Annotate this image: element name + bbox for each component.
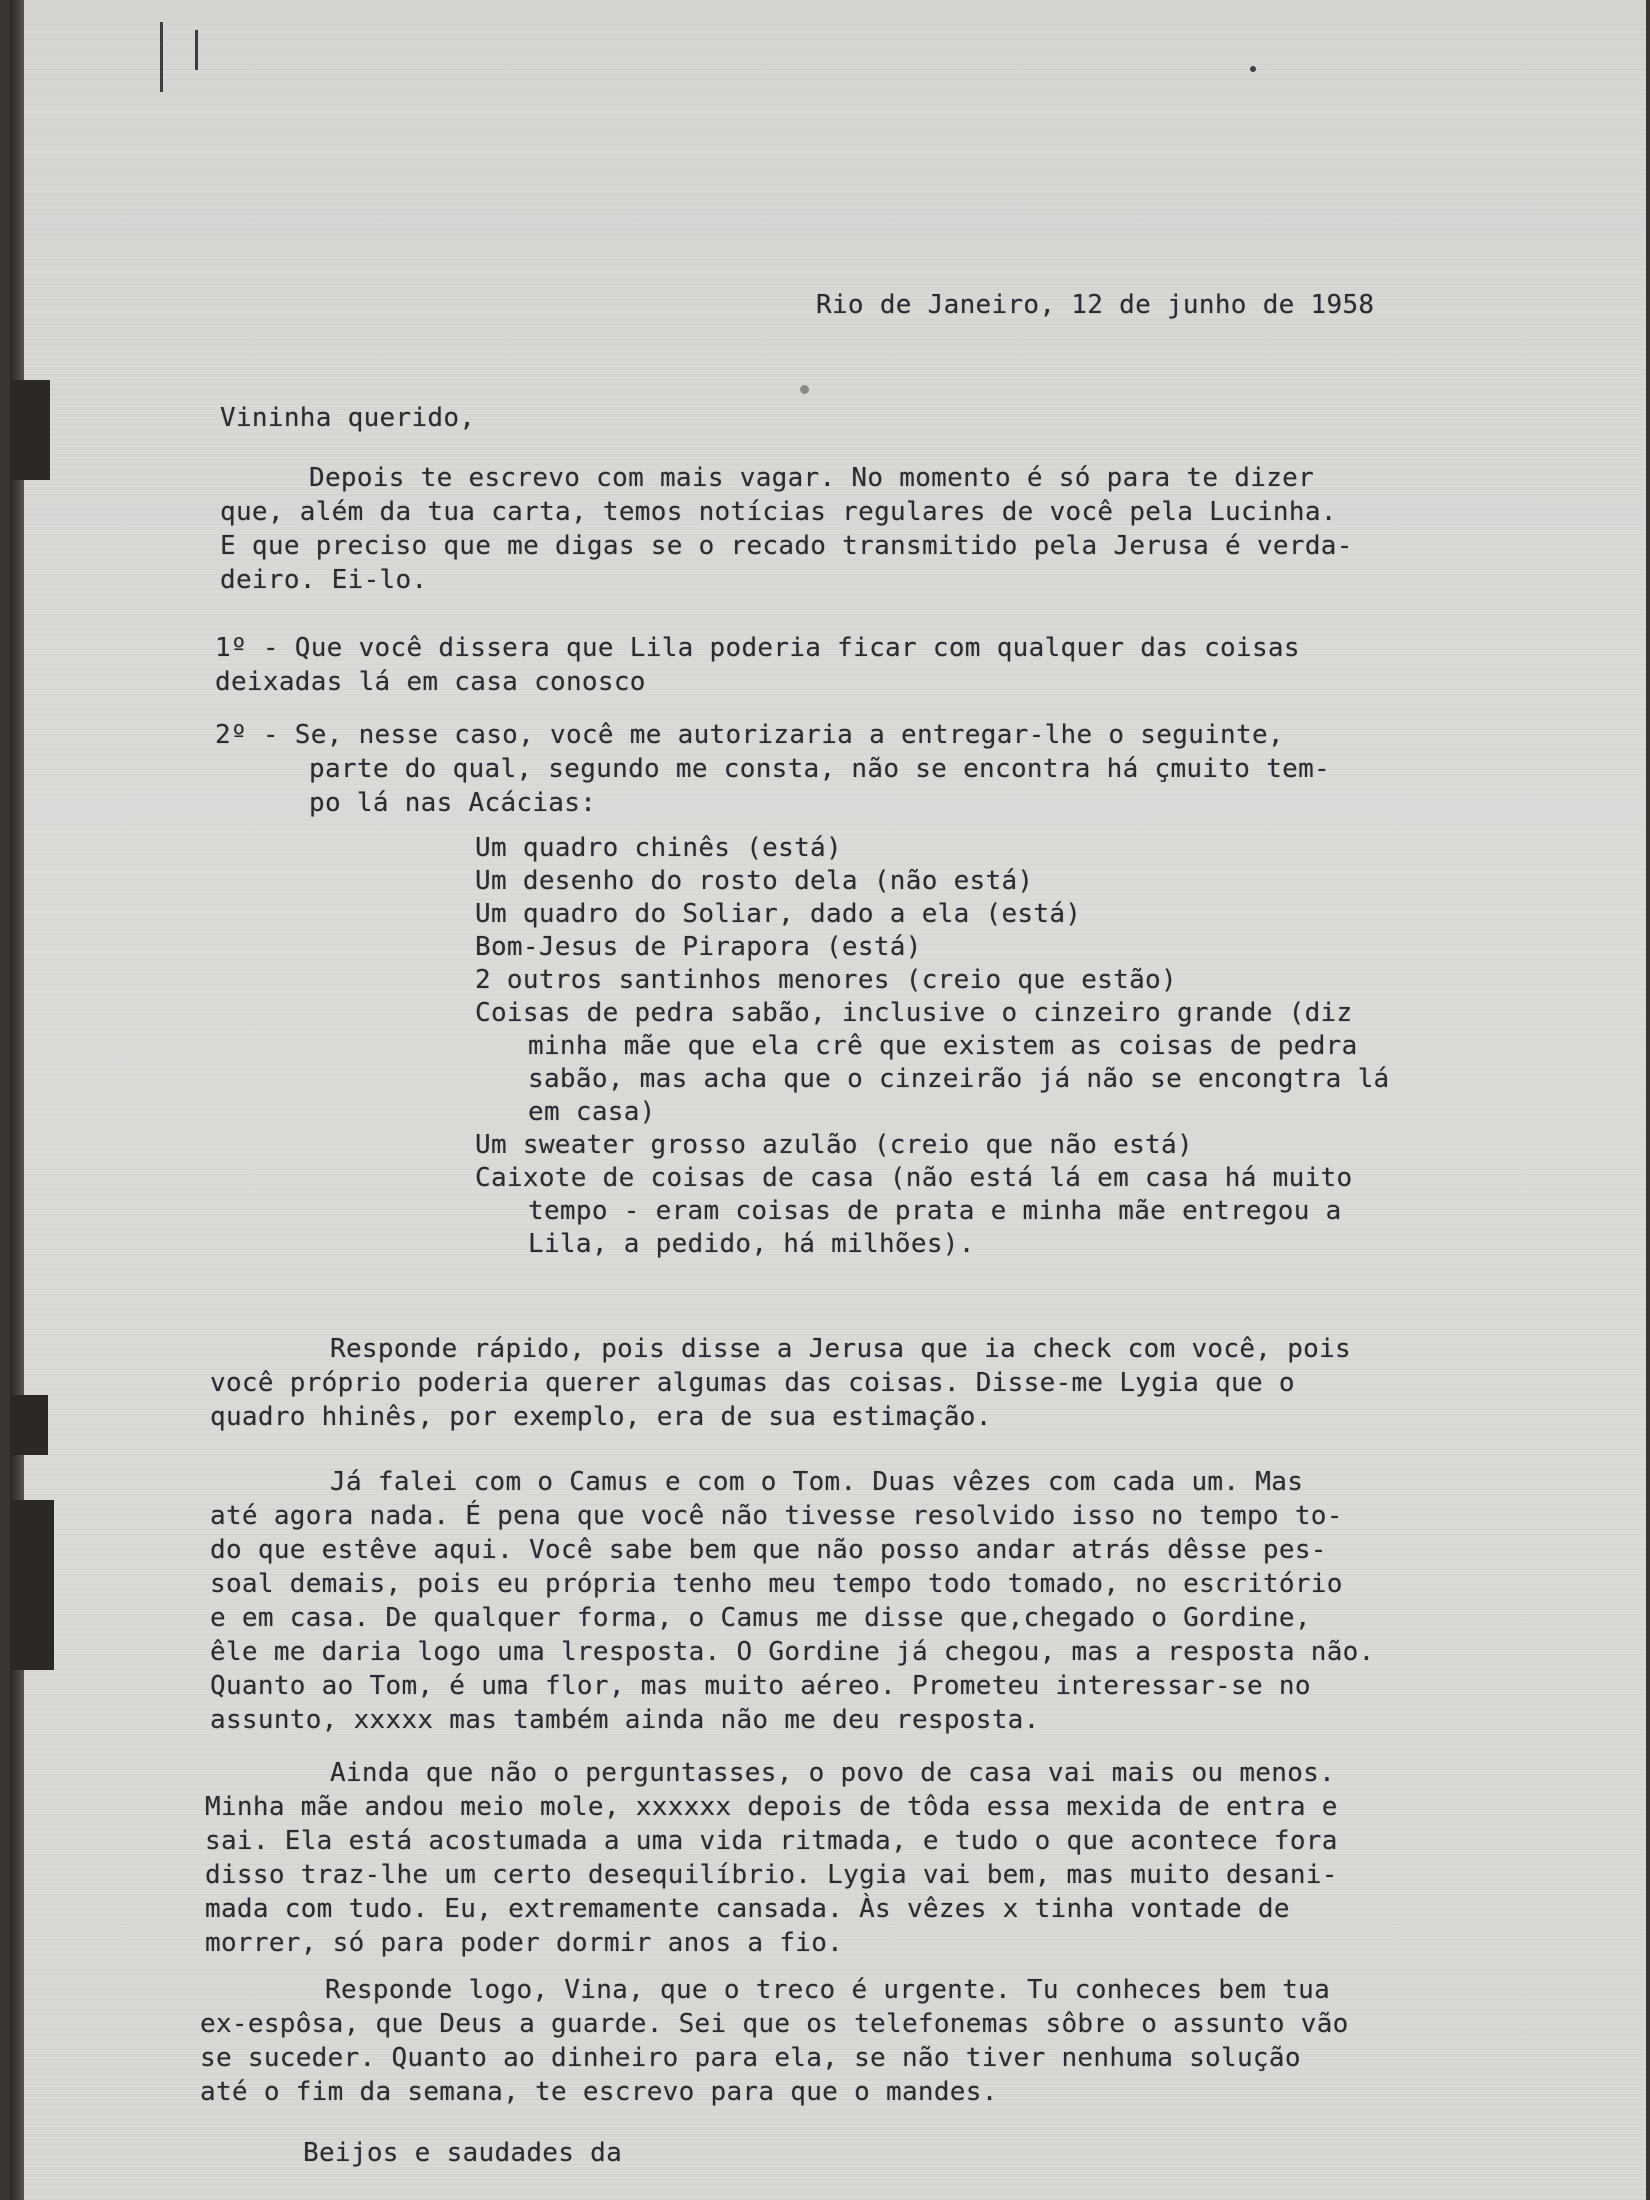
list-item: Caixote de coisas de casa (não está lá em casa há muito xyxy=(475,1163,1353,1193)
paragraph-line: Já falei com o Camus e com o Tom. Duas vêzes com cada um. Mas xyxy=(330,1467,1304,1497)
paper-tear xyxy=(10,1395,48,1455)
list-item: Um quadro do Soliar, dado a ela (está) xyxy=(475,899,1082,929)
paragraph-line: Minha mãe andou meio mole, xxxxxx depois de tôda essa mexida de entra e xyxy=(205,1792,1338,1822)
paragraph-line: quadro hhinês, por exemplo, era de sua estimação. xyxy=(210,1402,992,1432)
paragraph-line: E que preciso que me digas se o recado transmitido pela Jerusa é verda- xyxy=(220,531,1353,561)
ink-dot xyxy=(800,385,809,394)
list-item: sabão, mas acha que o cinzeirão já não se encongtra lá xyxy=(528,1064,1390,1094)
list-item: Um desenho do rosto dela (não está) xyxy=(475,866,1034,896)
ink-mark xyxy=(195,30,198,70)
paragraph-line: você próprio poderia querer algumas das coisas. Disse-me Lygia que o xyxy=(210,1368,1295,1398)
list-item: Um sweater grosso azulão (creio que não está) xyxy=(475,1130,1193,1160)
paragraph-line: e em casa. De qualquer forma, o Camus me disse que,chegado o Gordine, xyxy=(210,1603,1311,1633)
page-left-edge xyxy=(10,0,24,2200)
item-line: po lá nas Acácias: xyxy=(309,788,597,818)
letter-page xyxy=(10,0,1646,2200)
paragraph-line: disso traz-lhe um certo desequilíbrio. Lygia vai bem, mas muito desani- xyxy=(205,1860,1338,1890)
item-line: deixadas lá em casa conosco xyxy=(215,667,646,697)
list-item: em casa) xyxy=(528,1097,656,1127)
paragraph-line: Responde logo, Vina, que o treco é urgente. Tu conheces bem tua xyxy=(325,1975,1331,2005)
paragraph-line: até agora nada. É pena que você não tivesse resolvido isso no tempo to- xyxy=(210,1501,1343,1531)
paper-tear xyxy=(10,1500,54,1670)
list-item: Bom-Jesus de Pirapora (está) xyxy=(475,932,922,962)
paragraph-line: sai. Ela está acostumada a uma vida ritmada, e tudo o que acontece fora xyxy=(205,1826,1338,1856)
paragraph-line: que, além da tua carta, temos notícias regulares de você pela Lucinha. xyxy=(220,497,1337,527)
list-item: tempo - eram coisas de prata e minha mãe entregou a xyxy=(528,1196,1342,1226)
closing: Beijos e saudades da xyxy=(303,2138,623,2168)
ink-dot xyxy=(1250,66,1256,72)
list-item: minha mãe que ela crê que existem as coisas de pedra xyxy=(528,1031,1358,1061)
paragraph-line: deiro. Ei-lo. xyxy=(220,565,428,595)
list-item: 2 outros santinhos menores (creio que estão) xyxy=(475,965,1177,995)
item-line: 2º - Se, nesse caso, você me autorizaria a entregar-lhe o seguinte, xyxy=(215,720,1284,750)
salutation: Vininha querido, xyxy=(220,403,476,433)
paper-tear xyxy=(10,380,50,480)
paragraph-line: do que estêve aqui. Você sabe bem que não posso andar atrás dêsse pes- xyxy=(210,1535,1327,1565)
list-item: Coisas de pedra sabão, inclusive o cinzeiro grande (diz xyxy=(475,998,1353,1028)
item-line: 1º - Que você dissera que Lila poderia ficar com qualquer das coisas xyxy=(215,633,1300,663)
paragraph-line: mada com tudo. Eu, extremamente cansada. Às vêzes x tinha vontade de xyxy=(205,1894,1290,1924)
paragraph-line: assunto, xxxxx mas também ainda não me deu resposta. xyxy=(210,1705,1040,1735)
paragraph-line: morrer, só para poder dormir anos a fio. xyxy=(205,1928,844,1958)
list-item: Um quadro chinês (está) xyxy=(475,833,842,863)
paragraph-line: êle me daria logo uma lresposta. O Gordine já chegou, mas a resposta não. xyxy=(210,1637,1375,1667)
paragraph-line: Responde rápido, pois disse a Jerusa que ia check com você, pois xyxy=(330,1334,1352,1364)
paragraph-line: Quanto ao Tom, é uma flor, mas muito aéreo. Prometeu interessar-se no xyxy=(210,1671,1311,1701)
list-item: Lila, a pedido, há milhões). xyxy=(528,1229,975,1259)
paragraph-line: Depois te escrevo com mais vagar. No momento é só para te dizer xyxy=(309,463,1315,493)
dateline: Rio de Janeiro, 12 de junho de 1958 xyxy=(816,290,1375,320)
paragraph-line: até o fim da semana, te escrevo para que o mandes. xyxy=(200,2077,998,2107)
paragraph-line: soal demais, pois eu própria tenho meu tempo todo tomado, no escritório xyxy=(210,1569,1343,1599)
paragraph-line: se suceder. Quanto ao dinheiro para ela, se não tiver nenhuma solução xyxy=(200,2043,1301,2073)
paragraph-line: Ainda que não o perguntasses, o povo de casa vai mais ou menos. xyxy=(330,1758,1336,1788)
item-line: parte do qual, segundo me consta, não se encontra há çmuito tem- xyxy=(309,754,1331,784)
ink-mark xyxy=(160,22,163,92)
paragraph-line: ex-espôsa, que Deus a guarde. Sei que os telefonemas sôbre o assunto vão xyxy=(200,2009,1349,2039)
